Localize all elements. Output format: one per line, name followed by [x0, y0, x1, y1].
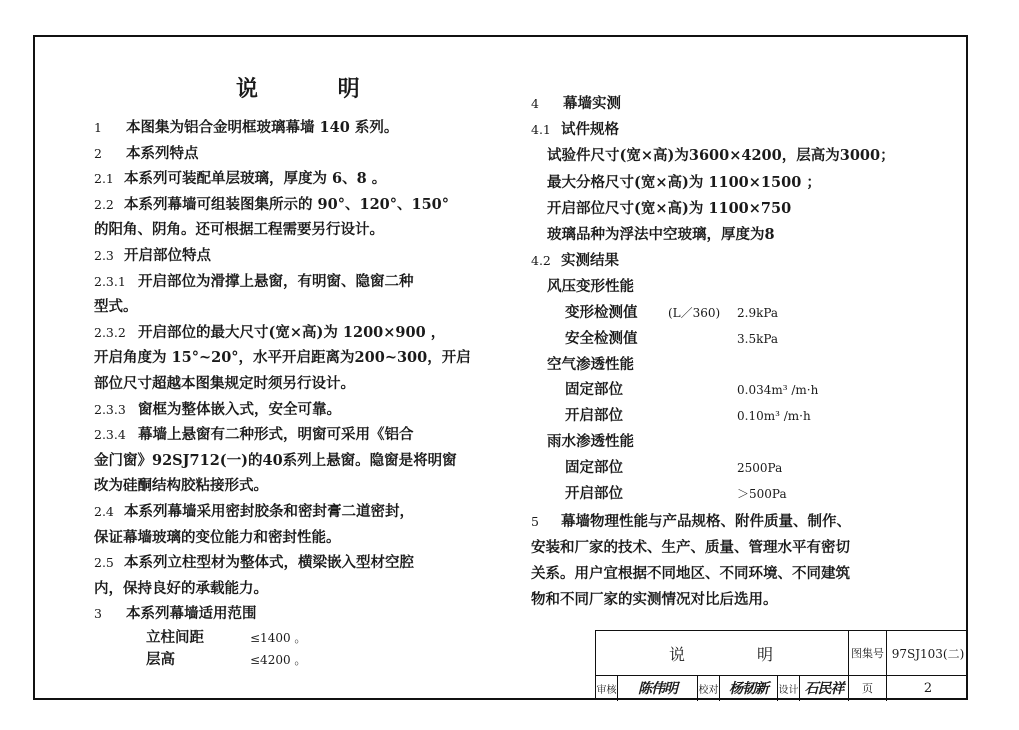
text-line	[547, 199, 791, 219]
result-value	[737, 458, 782, 478]
line-number: 2.4	[94, 504, 114, 519]
line-text: 幕墙物理性能与产品规格、附件质量、制作、	[561, 513, 851, 530]
line-text: 改为硅酮结构胶粘接形式。	[94, 477, 268, 495]
text-line	[94, 528, 341, 548]
result-value	[737, 380, 818, 400]
line-text: 开启部位为滑撑上悬窗，有明窗、隐窗二种	[138, 272, 414, 290]
result-ratio	[668, 303, 720, 323]
title-block-name-b: 明	[757, 644, 776, 664]
text-line	[94, 220, 384, 240]
line-number: 3	[94, 606, 102, 622]
line-number: 1	[94, 120, 102, 135]
review-signature: 陈伟明	[618, 675, 698, 701]
result-label: 安全检测值	[565, 330, 638, 347]
text-line	[94, 348, 471, 368]
text-line	[531, 590, 778, 610]
result-label: 开启部位	[565, 485, 623, 502]
line-text: 窗框为整体嵌入式，安全可靠。	[138, 400, 341, 418]
result-value	[737, 303, 778, 323]
text-line	[547, 173, 821, 193]
line-text: 的阳角、阴角。还可根据工程需要另行设计。	[94, 221, 384, 239]
title-block-bottom-row	[596, 675, 968, 701]
result-heading: 风压变形性能	[547, 278, 634, 295]
ratio-text: (L／360)	[668, 306, 721, 320]
check-signature: 杨韧新	[720, 675, 778, 701]
line-text: 金门窗》92SJ712(一)的40系列上悬窗。隐窗是将明窗	[94, 451, 457, 469]
scope-value: ≤4200 。	[250, 653, 307, 667]
line-number: 4.1	[531, 122, 551, 138]
line-text: 幕墙上悬窗有二种形式，明窗可采用《铝合	[138, 426, 414, 444]
text-line	[94, 502, 414, 522]
text-line	[94, 604, 257, 624]
page-title: 说 明	[236, 76, 396, 102]
line-text: 本系列幕墙可组装图集所示的 90°、120°、150°	[124, 195, 450, 213]
review-label: 审核	[596, 675, 618, 701]
line-text: 部位尺寸超越本图集规定时须另行设计。	[94, 375, 355, 392]
text-line	[94, 425, 414, 445]
text-line	[94, 374, 355, 394]
value-text: 2.9kPa	[737, 306, 779, 320]
text-line	[94, 553, 414, 573]
text-line	[94, 476, 268, 496]
result-label: 开启部位	[565, 407, 623, 424]
line-text: 试件规格	[561, 121, 619, 139]
title-block-name-a: 说	[668, 644, 687, 664]
line-text: 开启部位尺寸(宽×高)为 1100×750	[547, 199, 792, 217]
line-number: 2.3.2	[94, 324, 126, 340]
line-text: 本系列特点	[126, 144, 199, 162]
line-text: 本图集为铝合金明框玻璃幕墙 140 系列。	[126, 119, 399, 136]
line-text: 物和不同厂家的实测情况对比后选用。	[531, 591, 778, 608]
text-line	[94, 451, 457, 471]
line-number: 2.5	[94, 555, 114, 571]
line-number: 2.3.1	[94, 273, 126, 289]
line-number: 2.2	[94, 196, 114, 212]
text-line	[547, 146, 895, 166]
result-value	[737, 484, 787, 504]
line-text: 幕墙实测	[563, 95, 621, 112]
line-number: 2.3.4	[94, 427, 126, 443]
scope-row	[250, 628, 306, 648]
text-line	[94, 144, 199, 164]
text-line	[94, 400, 341, 420]
text-line	[94, 195, 449, 215]
line-number: 2.3	[94, 248, 114, 263]
text-line	[94, 323, 445, 343]
page-number: 2	[923, 680, 933, 696]
result-label: 固定部位	[565, 381, 623, 398]
design-label: 设计	[778, 675, 800, 701]
line-text: 开启角度为 15°~20°，水平开启距离为200~300，开启	[94, 349, 471, 367]
line-text: 玻璃品种为浮法中空玻璃，厚度为8	[547, 226, 775, 243]
title-block-name	[596, 631, 849, 675]
result-heading: 空气渗透性能	[547, 356, 634, 373]
scope-label: 立柱间距	[146, 629, 204, 646]
line-text: 内，保持良好的承载能力。	[94, 579, 268, 597]
result-label: 变形检测值	[565, 304, 638, 321]
line-number: 2.3.3	[94, 401, 126, 417]
text-line	[94, 118, 398, 138]
line-text: 安装和厂家的技术、生产、质量、管理水平有密切	[531, 539, 850, 556]
line-number: 5	[531, 514, 539, 529]
line-text: 本系列立柱型材为整体式，横梁嵌入型材空腔	[124, 554, 414, 572]
text-line	[531, 512, 851, 532]
line-text: 型式。	[94, 298, 138, 316]
scope-value: ≤1400 。	[250, 631, 307, 645]
line-text: 开启部位的最大尺寸(宽×高)为 1200×900 ，	[138, 323, 446, 341]
text-line	[531, 120, 619, 140]
value-text: 3.5kPa	[737, 332, 779, 346]
text-line	[94, 169, 386, 189]
line-number: 2	[94, 145, 102, 161]
line-text: 本系列可装配单层玻璃，厚度为 6、8 。	[124, 170, 387, 188]
atlas-label: 图集号	[849, 631, 887, 675]
value-text: 0.10m³ /m·h	[737, 409, 811, 423]
line-text: 实测结果	[561, 252, 619, 270]
line-text: 本系列幕墙采用密封胶条和密封膏二道密封，	[124, 503, 414, 520]
title-block	[595, 630, 968, 700]
line-number: 4	[531, 96, 539, 111]
scope-row	[146, 650, 175, 670]
title-block-top-row	[596, 631, 968, 676]
value-text: 2500Pa	[737, 461, 783, 475]
text-line	[94, 246, 211, 266]
scope-label: 层高	[146, 651, 175, 668]
line-text: 开启部位特点	[124, 247, 211, 264]
line-text: 本系列幕墙适用范围	[126, 605, 257, 623]
line-number: 2.1	[94, 171, 114, 187]
value-text: ＞500Pa	[737, 487, 787, 501]
result-label: 固定部位	[565, 459, 623, 476]
text-line	[94, 272, 414, 292]
result-value	[737, 406, 811, 426]
result-value	[737, 329, 778, 349]
text-line	[94, 297, 138, 317]
design-signature: 石民祥	[800, 675, 849, 701]
text-line	[531, 94, 621, 114]
text-line	[531, 564, 850, 584]
check-label: 校对	[698, 675, 720, 701]
line-text: 保证幕墙玻璃的变位能力和密封性能。	[94, 528, 341, 546]
page-label: 页	[849, 675, 887, 701]
atlas-number: 97SJ103(二)	[891, 646, 965, 661]
scope-row	[250, 650, 306, 670]
value-text: 0.034m³ /m·h	[737, 383, 819, 397]
text-line	[94, 579, 268, 599]
result-heading: 雨水渗透性能	[547, 433, 634, 450]
line-text: 关系。用户宜根据不同地区、不同环境、不同建筑	[531, 565, 850, 582]
text-line	[547, 225, 775, 245]
line-number: 4.2	[531, 253, 551, 269]
text-line	[531, 251, 619, 271]
scope-row	[146, 628, 204, 648]
text-line	[531, 538, 850, 558]
line-text: 最大分格尺寸(宽×高)为 1100×1500 ；	[547, 173, 821, 191]
line-text: 试验件尺寸(宽×高)为3600×4200，层高为3000；	[547, 147, 895, 165]
